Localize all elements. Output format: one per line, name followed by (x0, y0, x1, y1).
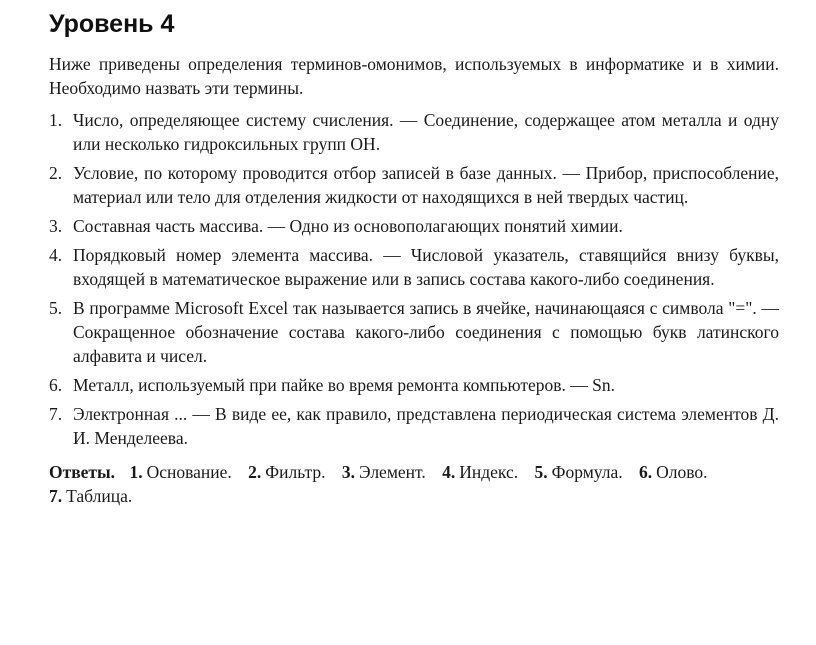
list-item (49, 214, 779, 238)
answer-text: Формула. (551, 462, 623, 482)
answer-text: Элемент. (359, 462, 426, 482)
definitions-list (49, 108, 779, 450)
list-item (49, 296, 779, 368)
answer-item (442, 462, 518, 482)
answer-number: 5. (534, 462, 548, 482)
item-text: Порядковый номер элемента массива. — Числовой указатель, ставящийся внизу буквы, входящей в математическое выражение или в запись состава какого-либо соединения. (73, 245, 779, 289)
item-number: 5. (49, 298, 63, 318)
intro-paragraph: Ниже приведены определения терминов-омонимов, используемых в информатике и в химии. Необходимо назвать эти термины. (49, 54, 779, 98)
document-page (49, 8, 779, 508)
list-item (49, 108, 779, 156)
answer-text: Фильтр. (265, 462, 326, 482)
list-item (49, 373, 779, 397)
answer-text: Индекс. (459, 462, 519, 482)
answer-item (248, 462, 325, 482)
list-item (49, 402, 779, 450)
answer-item (129, 462, 231, 482)
answer-number: 1. (129, 462, 143, 482)
item-number: 2. (49, 163, 63, 183)
item-number: 6. (49, 375, 63, 395)
item-text: Составная часть массива. — Одно из основополагающих понятий химии. (73, 216, 623, 236)
list-item (49, 243, 779, 291)
item-text: Число, определяющее систему счисления. — Соединение, содержащее атом металла и одну или несколько гидроксильных групп ОН. (73, 110, 779, 154)
item-number: 1. (49, 110, 63, 130)
page-title: Уровень 4 (49, 10, 175, 38)
item-text: Условие, по которому проводится отбор записей в базе данных. — Прибор, приспособление, материал или тело для отделения жидкости от находящихся в ней твердых частиц. (73, 163, 779, 207)
answer-number: 6. (639, 462, 653, 482)
answer-text: Таблица. (66, 486, 133, 506)
answer-item (49, 486, 132, 506)
answer-number: 4. (442, 462, 456, 482)
answers-label: Ответы. (49, 462, 116, 482)
item-text: Электронная ... — В виде ее, как правило, представлена периодическая система элементов Д. И. Менделеева. (73, 404, 779, 448)
item-text: Металл, используемый при пайке во время ремонта компьютеров. — Sn. (73, 375, 616, 395)
item-number: 7. (49, 404, 63, 424)
answer-text: Олово. (656, 462, 708, 482)
list-item (49, 161, 779, 209)
item-text: В программе Microsoft Excel так называется запись в ячейке, начинающаяся с символа "=". — Сокращенное обозначение состава какого-либо соединения с помощью букв латинского алфавита и чисел. (73, 298, 779, 366)
answer-item (535, 462, 623, 482)
answers-block (49, 460, 779, 508)
item-number: 3. (49, 216, 63, 236)
answer-item (639, 462, 708, 482)
answer-text: Основание. (146, 462, 232, 482)
answer-number: 2. (248, 462, 262, 482)
answer-number: 3. (341, 462, 355, 482)
item-number: 4. (49, 245, 63, 265)
answer-number: 7. (49, 486, 63, 506)
answer-item (342, 462, 426, 482)
